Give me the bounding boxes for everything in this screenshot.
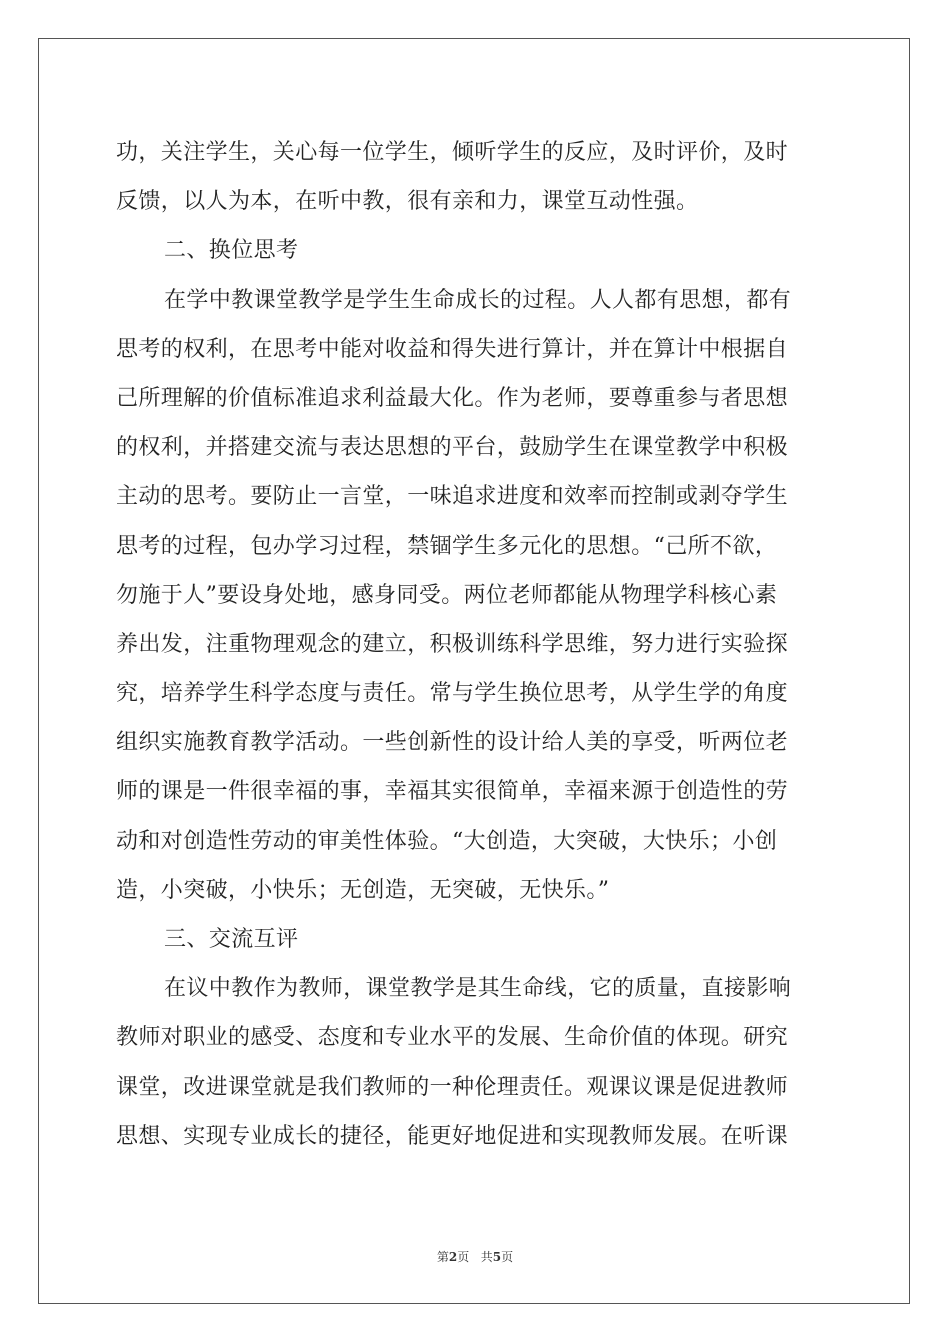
text-line: 在议中教作为教师，课堂教学是其生命线，它的质量，直接影响	[164, 976, 792, 1002]
text-line: 己所理解的价值标准追求利益最大化。作为老师，要尊重参与者思想	[116, 385, 789, 411]
text-line: 教师对职业的感受、态度和专业水平的发展、生命价值的体现。研究	[116, 1025, 789, 1051]
text-line: 思考的权利，在思考中能对收益和得失进行算计，并在算计中根据自	[116, 336, 789, 362]
text-line: 的权利，并搭建交流与表达思想的平台，鼓励学生在课堂教学中积极	[116, 435, 789, 461]
page-footer	[0, 1248, 950, 1265]
text-line: 究，培养学生科学态度与责任。常与学生换位思考，从学生学的角度	[116, 681, 789, 707]
text-line: 动和对创造性劳动的审美性体验。“大创造，大突破，大快乐；小创	[116, 828, 778, 854]
footer-total-prefix: 共	[480, 1250, 493, 1264]
total-page-number: 5	[492, 1250, 502, 1264]
text-line: 思想、实现专业成长的捷径，能更好地促进和实现教师发展。在听课	[116, 1123, 789, 1149]
text-line: 功，关注学生，关心每一位学生，倾听学生的反应，及时评价，及时	[116, 140, 789, 165]
document-body	[116, 128, 836, 1161]
section-heading: 三、交流互评	[164, 927, 299, 952]
text-line: 课堂，改进课堂就是我们教师的一种伦理责任。观课议课是促进教师	[116, 1074, 789, 1100]
text-line: 师的课是一件很幸福的事，幸福其实很简单，幸福来源于创造性的劳	[116, 779, 789, 805]
current-page-number: 2	[448, 1250, 458, 1264]
text-line: 组织实施教育教学活动。一些创新性的设计给人美的享受，听两位老	[116, 730, 789, 756]
text-line: 主动的思考。要防止一言堂，一味追求进度和效率而控制或剥夺学生	[116, 484, 789, 510]
text-line: 反馈，以人为本，在听中教，很有亲和力，课堂互动性强。	[116, 189, 699, 215]
text-line: 思考的过程，包办学习过程，禁锢学生多元化的思想。“己所不欲，	[116, 533, 778, 559]
section-heading: 二、换位思考	[164, 238, 299, 264]
footer-total-suffix: 页	[501, 1250, 514, 1264]
footer-prefix: 第	[436, 1250, 449, 1264]
text-line: 在学中教课堂教学是学生生命成长的过程。人人都有思想，都有	[164, 287, 792, 313]
text-line: 勿施于人”要设身处地，感身同受。两位老师都能从物理学科核心素	[116, 582, 778, 608]
text-line: 养出发，注重物理观念的建立，积极训练科学思维，努力进行实验探	[116, 631, 789, 657]
footer-page-suffix: 页	[457, 1250, 470, 1264]
text-line: 造，小突破，小快乐；无创造，无突破，无快乐。”	[116, 877, 610, 903]
